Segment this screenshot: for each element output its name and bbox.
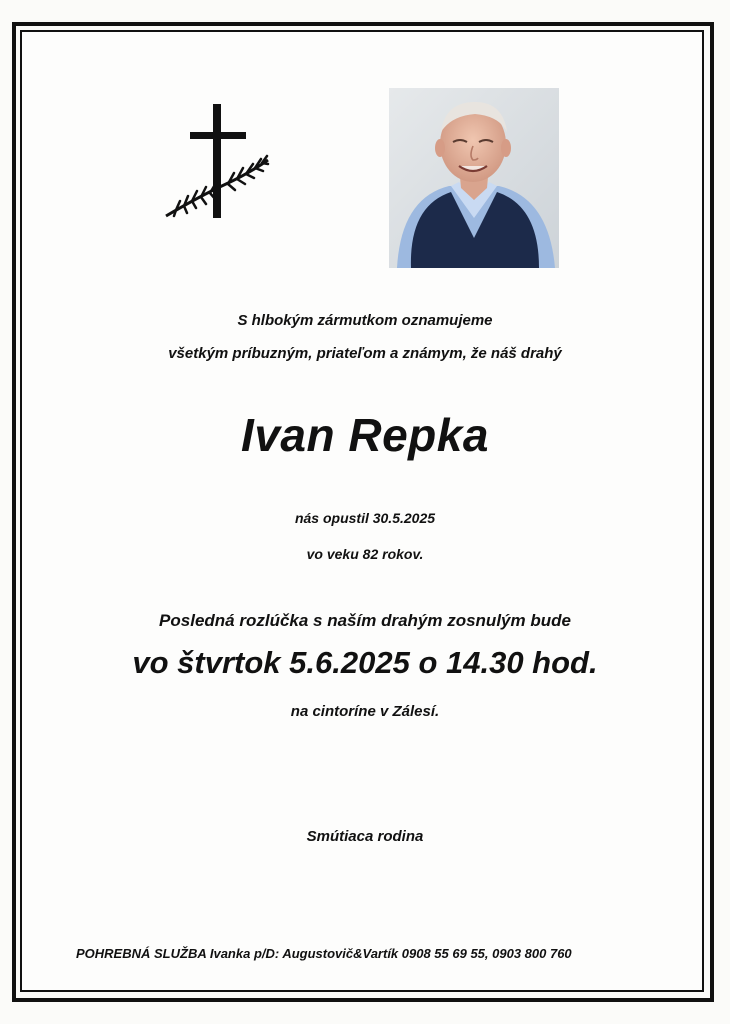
intro-line-2: všetkým príbuzným, priateľom a známym, že náš drahý: [168, 345, 562, 362]
intro-line-1: S hlbokým zármutkom oznamujeme: [237, 312, 493, 329]
deceased-name: Ivan Repka: [241, 409, 489, 461]
family-signature: Smútiaca rodina: [306, 828, 424, 845]
farewell-place: na cintoríne v Zálesí.: [290, 703, 440, 720]
farewell-date: vo štvrtok 5.6.2025 o 14.30 hod.: [132, 645, 598, 680]
portrait-photo: [389, 88, 559, 268]
cross-with-palm-icon: [160, 100, 276, 226]
funeral-service-contact: POHREBNÁ SLUŽBA Ivanka p/D: Augustovič&Vartík 0908 55 69 55, 0903 800 760: [76, 946, 572, 961]
farewell-intro: Posledná rozlúčka s naším drahým zosnulým bude: [159, 611, 571, 630]
date-of-death: nás opustil 30.5.2025: [294, 510, 436, 526]
age-at-death: vo veku 82 rokov.: [306, 546, 424, 562]
